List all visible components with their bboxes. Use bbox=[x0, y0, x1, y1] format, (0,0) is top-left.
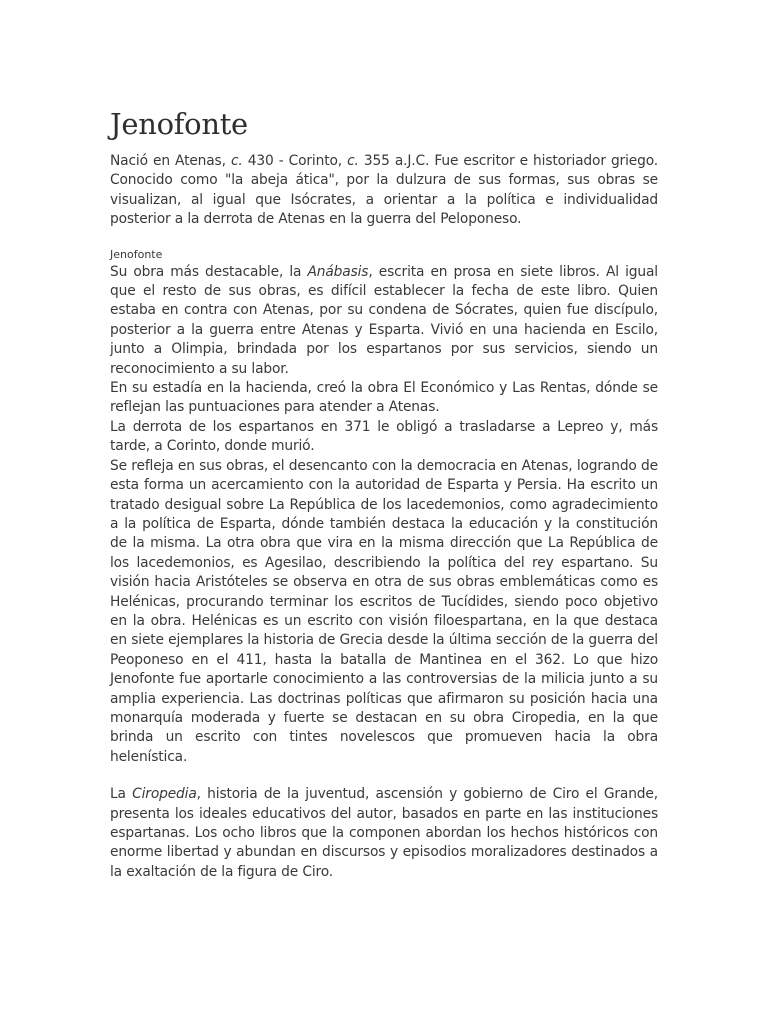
main-p1-text-a: Su obra más destacable, la bbox=[110, 263, 308, 280]
document-page bbox=[110, 104, 658, 882]
main-paragraph-2: En su estadía en la hacienda, creó la obra El Económico y Las Rentas, dónde se reflejan las puntuaciones para atender a Atenas. bbox=[110, 380, 658, 416]
intro-circa-1: c. bbox=[230, 153, 243, 169]
page-title: Jenofonte bbox=[110, 107, 248, 141]
intro-circa-2: c. bbox=[347, 153, 359, 169]
main-p1-text-b: , escrita en prosa en siete libros. Al igual que el resto de sus obras, es difícil establecer la fecha de este libro. Quien estaba en contra con Atenas, por su condena de Sócrates, quien fue discípulo, posterior a la guerra entre Atenas y Esparta. Vivió en una hacienda en Escilo, junto a Olimpia, brindada por los espartanos por sus servicios, siendo un reconocimiento a su labor. bbox=[110, 263, 658, 377]
intro-text-2: 430 - Corinto, bbox=[242, 153, 348, 169]
intro-text-3: 355 a.J.C. Fue escritor e historiador griego. Conocido como "la abeja ática", por la dulzura de sus formas, sus obras se visualizan, al igual que Isócrates, a orientar a la política e individualidad posterior a la derrota de Atenas en la guerra del Peloponeso. bbox=[110, 153, 658, 228]
intro-text-1: Nació en Atenas, bbox=[110, 153, 231, 169]
image-caption: Jenofonte bbox=[110, 247, 163, 261]
closing-text-b: , historia de la juventud, ascensión y gobierno de Ciro el Grande, presenta los ideales educativos del autor, basados en parte en las instituciones espartanas. Los ocho libros que la componen abordan los hechos históricos con enorme libertad y abundan en discursos y episodios moralizadores destinados a la exaltación de la figura de Ciro. bbox=[110, 786, 658, 880]
closing-text-a: La bbox=[110, 786, 133, 803]
closing-work-title: Ciropedia bbox=[132, 786, 197, 803]
closing-paragraph bbox=[110, 785, 658, 882]
intro-paragraph bbox=[110, 152, 658, 230]
main-p1-work-title: Anábasis bbox=[307, 263, 369, 280]
main-paragraph-4: Se refleja en sus obras, el desencanto con la democracia en Atenas, logrando de esta forma un acercamiento con la autoridad de Esparta y Persia. Ha escrito un tratado desigual sobre La República de los lacedemonios, como agradecimiento a la política de Esparta, dónde también destaca la educación y la constitución de la misma. La otra obra que vira en la misma dirección que La República de los lacedemonios, es Agesilao, describiendo la política del rey espartano. Su visión hacia Aristóteles se observa en otra de sus obras emblemáticas como es Helénicas, procurando terminar los escritos de Tucídides, siendo poco objetivo en la obra. Helénicas es un escrito con visión filoespartana, en la que destaca en siete ejemplares la historia de Grecia desde la última sección de la guerra del Peoponeso en el 411, hasta la batalla de Mantinea en el 362. Lo que hizo Jenofonte fue aportarle conocimiento a las controversias de la milicia junto a su amplia experiencia. Las doctrinas políticas que afirmaron su posición hacia una monarquía moderada y fuerte se destacan en su obra Ciropedia, en la que brinda un escrito con tintes novelescos que promueven hacia la obra helenística. bbox=[110, 457, 658, 765]
main-paragraph-3: La derrota de los espartanos en 371 le obligó a trasladarse a Lepreo y, más tarde, a Corinto, donde murió. bbox=[110, 418, 658, 455]
main-paragraph-1 bbox=[110, 263, 658, 379]
